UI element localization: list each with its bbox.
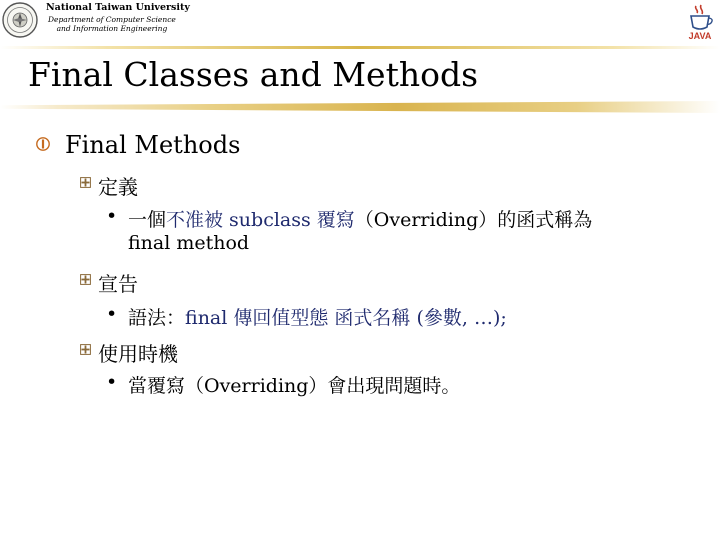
level1-text: Final Methods	[65, 131, 241, 159]
section-heading: 宣告	[98, 272, 138, 296]
title-underline	[0, 101, 720, 113]
java-logo-text: JAVA	[688, 31, 712, 41]
bullet-text-highlight: 不准被 subclass 覆寫	[166, 209, 355, 231]
university-seal-icon	[2, 2, 38, 38]
bullet-text-highlight: final 傳回值型態 函式名稱 (參數, …);	[185, 307, 507, 329]
university-name: National Taiwan University	[46, 2, 190, 13]
slide-header	[0, 0, 720, 50]
section-heading: 使用時機	[98, 342, 178, 366]
java-logo-icon	[684, 2, 716, 42]
department-line-2: and Information Engineering	[56, 24, 168, 33]
square-cross-bullet-icon	[80, 344, 91, 355]
bullet-dot: •	[106, 371, 118, 393]
bullet-text-part: 語法：	[128, 307, 186, 329]
header-rule	[0, 46, 720, 49]
bullet-text	[128, 303, 507, 330]
bullet-text-part: （Overriding）的函式稱為	[354, 209, 593, 231]
bullet-text: 當覆寫（Overriding）會出現問題時。	[128, 375, 461, 397]
square-cross-bullet-icon	[80, 177, 91, 188]
bullet-text-part: 一個	[128, 209, 167, 231]
bullet-dot: •	[106, 205, 118, 227]
square-cross-bullet-icon	[80, 274, 91, 285]
bullet-continuation: final method	[128, 232, 250, 254]
bullet-text	[128, 205, 592, 232]
slide-title: Final Classes and Methods	[28, 55, 479, 94]
circle-bar-bullet-icon	[36, 137, 50, 151]
department-line-1: Department of Computer Science	[48, 15, 176, 24]
bullet-dot: •	[106, 303, 118, 325]
section-heading: 定義	[98, 175, 138, 199]
department-name	[48, 15, 176, 33]
